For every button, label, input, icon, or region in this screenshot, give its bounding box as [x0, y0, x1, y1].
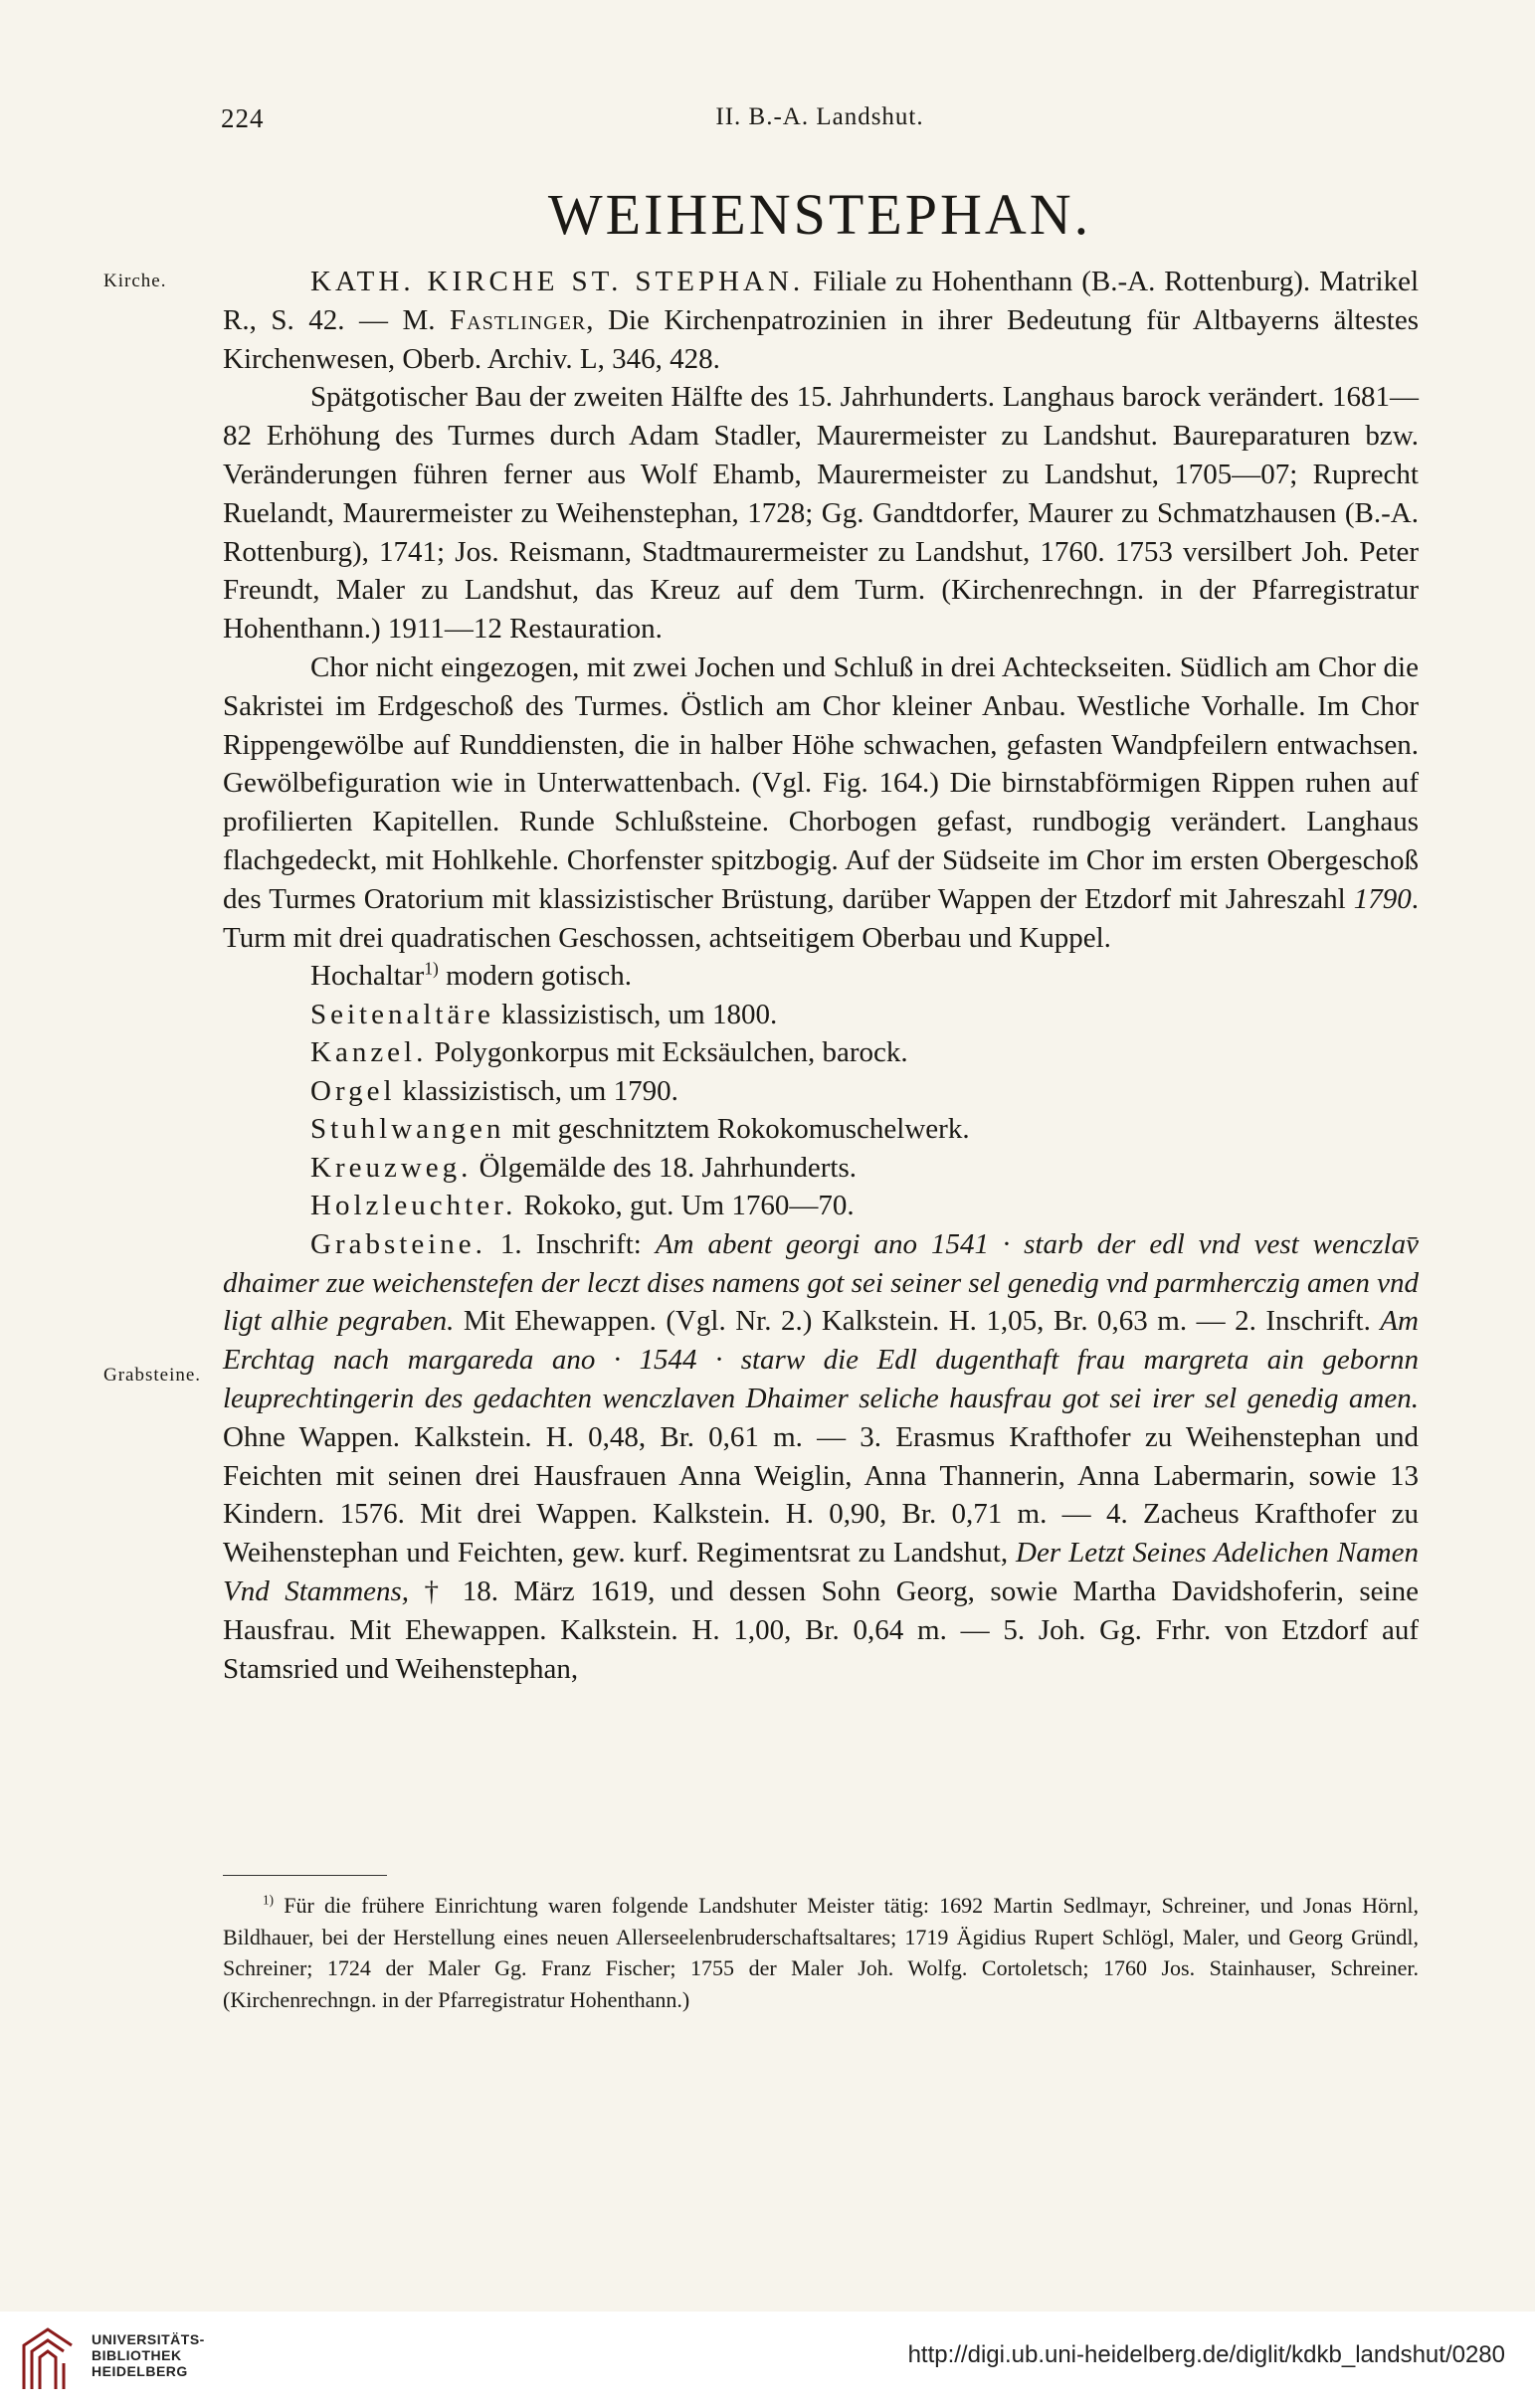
paragraph-history: Spätgotischer Bau der zweiten Hälfte des 15. Jahrhunderts. Langhaus barock verändert. 1681—82 Erhöhung des Turmes durch Adam Stadler, Maurermeister zu Landshut. Baureparaturen bzw. Veränderungen führen ferner aus Wolf Ehamb, Maurermeister zu Landshut, 1705—07; Ruprecht Ruelandt, Maurermeister zu Weihenstephan, 1728; Gg. Gandtdorfer, Maurer zu Schmatzhausen (B.-A. Rottenburg), 1741; Jos. Reismann, Stadtmaurermeister zu Landshut, 1760. 1753 versilbert Joh. Peter Freundt, Maler zu Landshut, das Kreuz auf dem Turm. (Kirchenrechngn. in der Pfarregistratur Hohenthann.) 1911—12 Restauration. [223, 381, 1419, 646]
paragraph-gravestones: Grabsteine. 1. Inschrift: Am abent georgi ano 1541 · starb der edl vnd vest wenczlav̄ dhaimer zue weichenstefen der leczt dises namens got sei seiner sel genedig vnd parmherczig amen vnd ligt alhie pegraben. Mit Ehewappen. (Vgl. Nr. 2.) Kalkstein. H. 1,05, Br. 0,63 m. — 2. Inschrift. Am Erchtag nach margareda ano · 1544 · starw die Edl dugenthaft frau margreta ain gebornn leuprechtingerin des gedachten wenczlaven Dhaimer seliche hausfrau got sei irer sel genedig amen. Ohne Wappen. Kalkstein. H. 0,48, Br. 0,61 m. — 3. Erasmus Krafthofer zu Weihenstephan und Feichten mit seinen drei Hausfrauen Anna Weiglin, Anna Thannerin, Anna Labermarin, sowie 13 Kindern. 1576. Mit drei Wappen. Kalkstein. H. 0,90, Br. 0,71 m. — 4. Zacheus Krafthofer zu Weihenstephan und Feichten, gew. kurf. Regimentsrat zu Landshut, Der Letzt Seines Adelichen Namen Vnd Stammens, † 18. März 1619, und dessen Sohn Georg, sowie Martha Davidshoferin, seine Hausfrau. Mit Ehewappen. Kalkstein. H. 1,00, Br. 0,64 m. — 5. Joh. Gg. Frhr. von Etzdorf auf Stamsried und Weihenstephan, [223, 1227, 1419, 1685]
footnote-divider [223, 1875, 387, 1876]
footnote [223, 1890, 1419, 2015]
body-text [223, 263, 1419, 1688]
source-url-link[interactable]: http://digi.ub.uni-heidelberg.de/diglit/kdkb_landshut/0280 [907, 2341, 1505, 2368]
library-name: UNIVERSITÄTS- BIBLIOTHEK HEIDELBERG [92, 2331, 205, 2379]
paragraph-church-heading: KATH. KIRCHE ST. STEPHAN. Filiale zu Hohenthann (B.-A. Rottenburg). Matrikel R., S. 42. — M. Fastlinger, Die Kirchenpatrozinien in ihrer Bedeutung für Altbayerns ältestes Kirchenwesen, Oberb. Archiv. L, 346, 428. [223, 266, 1419, 375]
church-heading: KATH. KIRCHE ST. STEPHAN. [310, 266, 805, 297]
furnishing-item: Stuhlwangen mit geschnitztem Rokokomuschelwerk. [310, 1113, 970, 1146]
footnote-reference[interactable]: 1) [424, 958, 439, 979]
page-header [221, 103, 1419, 143]
footnote-text: Für die frühere Einrichtung waren folgende Landshuter Meister tätig: 1692 Martin Sedlmayr, Schreiner, und Jonas Hörnl, Bildhauer, bei der Herstellung eines neuen Allerseelenbruderschaftsaltares; 1719 Ägidius Rupert Schlögl, Maler, und Georg Gründl, Schreiner; 1724 der Maler Gg. Franz Fischer; 1755 der Maler Joh. Wolfg. Cortoletsch; 1760 Jos. Stainhauser, Schreiner. (Kirchenrechngn. in der Pfarregistratur Hohenthann.) [223, 1893, 1419, 2012]
section-title: WEIHENSTEPHAN. [547, 182, 1092, 247]
inscription-2: Am Erchtag nach margareda ano · 1544 · starw die Edl dugenthaft frau margreta ain gebornn leuprechtingerin des gedachten wenczlaven Dhaimer seliche hausfrau got sei irer sel genedig amen. [223, 1305, 1419, 1415]
furnishings-list [223, 957, 1419, 1225]
running-title: II. B.-A. Landshut. [715, 103, 924, 130]
furnishing-item: Seitenaltäre klassizistisch, um 1800. [310, 998, 778, 1030]
inscription-4: Der Letzt Seines Adelichen Namen Vnd Stammens, [223, 1537, 1419, 1608]
year-1790: 1790 [1353, 882, 1412, 915]
inscription-1: Am abent georgi ano 1541 · starb der edl vnd vest wenczlav̄ dhaimer zue weichenstefen der leczt dises namens got sei seiner sel genedig vnd parmherczig amen vnd ligt alhie pegraben. [223, 1227, 1419, 1338]
footnote-mark: 1) [263, 1892, 274, 1908]
library-footer [0, 2312, 1535, 2408]
furnishing-item: Hochaltar$^{1)}$ modern gotisch. [310, 958, 632, 993]
page-number: 224 [221, 103, 265, 133]
furnishing-item: Kreuzweg. Ölgemälde des 18. Jahrhunderts. [310, 1151, 857, 1184]
furnishing-item: Holzleuchter. Rokoko, gut. Um 1760—70. [310, 1190, 855, 1222]
margin-note-grabsteine: Grabsteine. [103, 1365, 202, 1386]
furnishing-item: Orgel klassizistisch, um 1790. [310, 1074, 678, 1107]
furnishing-item: Kanzel. Polygonkorpus mit Ecksäulchen, barock. [310, 1036, 908, 1069]
margin-note-kirche: Kirche. [103, 271, 167, 291]
paragraph-architecture: Chor nicht eingezogen, mit zwei Jochen und Schluß in drei Achteckseiten. Südlich am Chor die Sakristei im Erdgeschoß des Turmes. Östlich am Chor kleiner Anbau. Westliche Vorhalle. Im Chor Rippengewölbe auf Runddiensten, die in halber Höhe schwachen, gefasten Wandpfeilern entwachsen. Gewölbefiguration wie in Unterwattenbach. (Vgl. Fig. 164.) Die birnstabförmigen Rippen ruhen auf profilierten Kapitellen. Runde Schlußsteine. Chorbogen gefast, rundbogig verändert. Langhaus flachgedeckt, mit Hohlkehle. Chorfenster spitzbogig. Auf der Südseite im Chor im ersten Obergeschoß des Turmes Oratorium mit klassizistischer Brüstung, darüber Wappen der Etzdorf mit Jahreszahl 1790. Turm mit drei quadratischen Geschossen, achtseitigem Oberbau und Kuppel. [223, 650, 1419, 954]
library-logo-icon [18, 2323, 78, 2393]
author-name: Fastlinger [450, 303, 587, 336]
